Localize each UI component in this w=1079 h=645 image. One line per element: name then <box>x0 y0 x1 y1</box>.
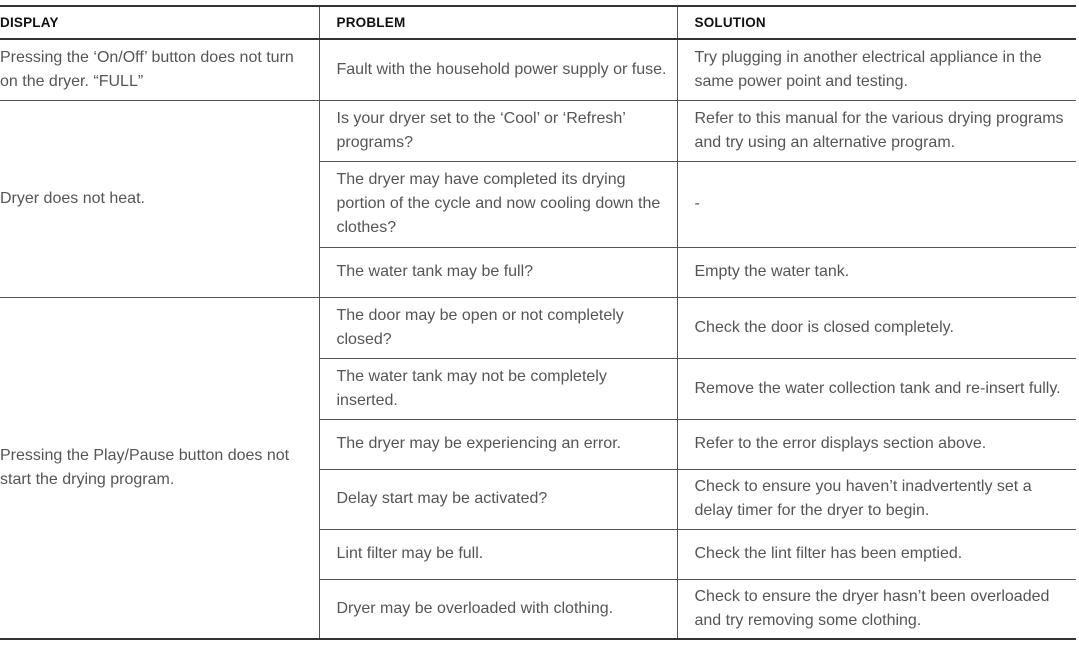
problem-cell: Is your dryer set to the ‘Cool’ or ‘Refresh’ programs? <box>319 100 677 161</box>
display-cell: Pressing the Play/Pause button does not start the drying program. <box>0 297 319 639</box>
table-row <box>0 100 1076 161</box>
troubleshooting-table <box>0 5 1076 640</box>
problem-cell: Lint filter may be full. <box>319 529 677 579</box>
solution-cell: Try plugging in another electrical appliance in the same power point and testing. <box>677 39 1076 100</box>
solution-cell: Remove the water collection tank and re-insert fully. <box>677 358 1076 419</box>
problem-cell: The dryer may be experiencing an error. <box>319 419 677 469</box>
display-cell: Pressing the ‘On/Off’ button does not turn on the dryer. “FULL” <box>0 39 319 100</box>
solution-cell: - <box>677 161 1076 247</box>
table-row <box>0 297 1076 358</box>
solution-cell: Empty the water tank. <box>677 247 1076 297</box>
header-solution: SOLUTION <box>677 6 1076 39</box>
problem-cell: The door may be open or not completely closed? <box>319 297 677 358</box>
problem-cell: The water tank may be full? <box>319 247 677 297</box>
table-row <box>0 39 1076 100</box>
header-problem: PROBLEM <box>319 6 677 39</box>
problem-cell: The dryer may have completed its drying portion of the cycle and now cooling down the clothes? <box>319 161 677 247</box>
solution-cell: Refer to this manual for the various drying programs and try using an alternative program. <box>677 100 1076 161</box>
solution-cell: Check to ensure you haven’t inadvertently set a delay timer for the dryer to begin. <box>677 469 1076 529</box>
solution-cell: Check to ensure the dryer hasn’t been overloaded and try removing some clothing. <box>677 579 1076 639</box>
solution-cell: Refer to the error displays section above. <box>677 419 1076 469</box>
problem-cell: Delay start may be activated? <box>319 469 677 529</box>
table-header-row <box>0 6 1076 39</box>
solution-cell: Check the door is closed completely. <box>677 297 1076 358</box>
header-display: DISPLAY <box>0 6 319 39</box>
problem-cell: The water tank may not be completely inserted. <box>319 358 677 419</box>
problem-cell: Fault with the household power supply or fuse. <box>319 39 677 100</box>
solution-cell: Check the lint filter has been emptied. <box>677 529 1076 579</box>
problem-cell: Dryer may be overloaded with clothing. <box>319 579 677 639</box>
display-cell: Dryer does not heat. <box>0 100 319 297</box>
